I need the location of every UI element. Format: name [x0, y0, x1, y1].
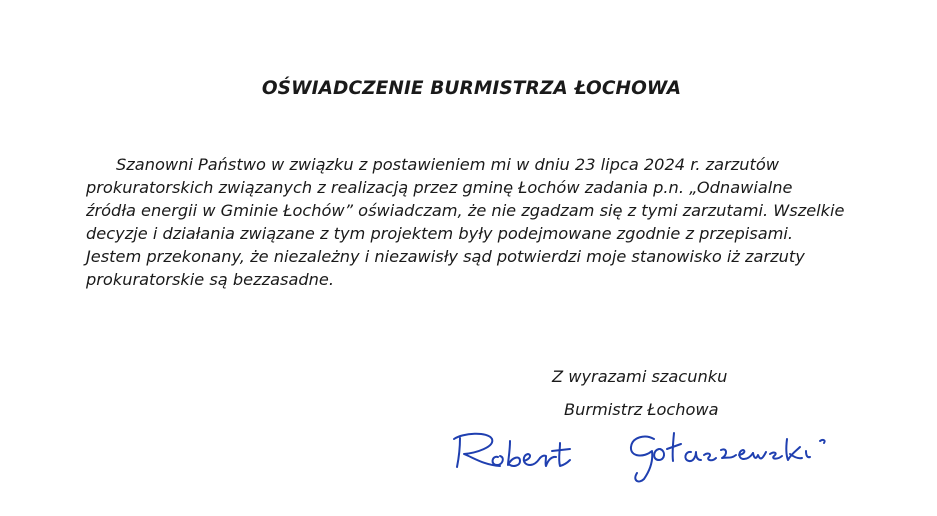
body-line: decyzje i działania związane z tym projektem były podejmowane zgodnie z przepisami.: [86, 224, 794, 243]
body-line: prokuratorskich związanych z realizacją przez gminę Łochów zadania p.n. „Odnawialne: [86, 178, 793, 197]
closing-phrase: Z wyrazami szacunku: [552, 367, 728, 386]
body-line: Jestem przekonany, że niezależny i niezawisły sąd potwierdzi moje stanowisko iż zarzuty: [86, 247, 805, 266]
body-line: prokuratorskie są bezzasadne.: [86, 270, 334, 289]
document-title: OŚWIADCZENIE BURMISTRZA ŁOCHOWA: [261, 78, 682, 99]
body-line: źródła energii w Gminie Łochów” oświadczam, że nie zgadzam się z tymi zarzutami. Wszelkie: [86, 201, 845, 220]
statement-body: [86, 153, 916, 291]
body-line: Szanowni Państwo w związku z postawieniem mi w dniu 23 lipca 2024 r. zarzutów: [116, 155, 779, 174]
signatory-title: Burmistrz Łochowa: [564, 400, 719, 419]
handwritten-signature: [440, 425, 860, 485]
